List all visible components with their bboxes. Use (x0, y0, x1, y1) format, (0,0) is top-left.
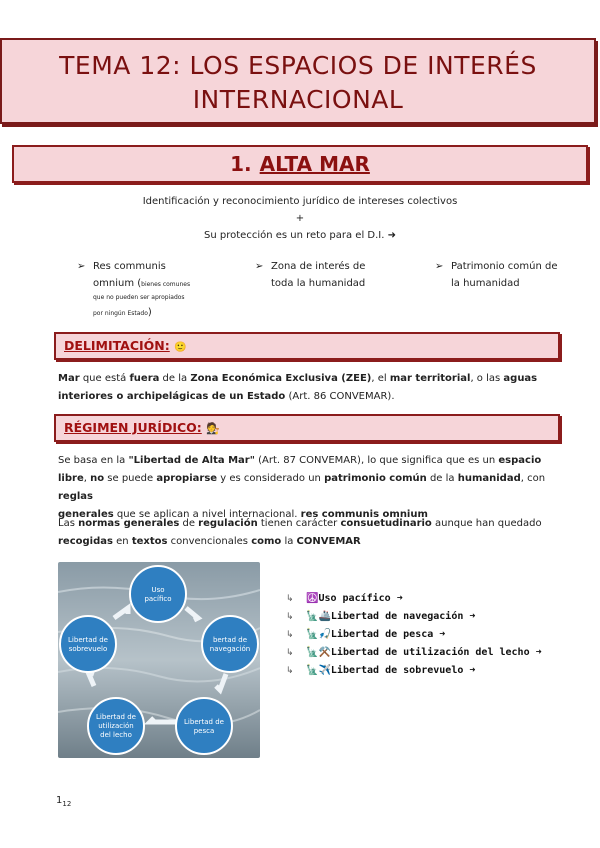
reg-convemar: CONVEMAR (296, 536, 361, 547)
circle-lecho-line-1: Libertad de (96, 713, 136, 721)
bullet-arrow-icon: ➢ (77, 261, 86, 272)
intro-line-1: Identificación y reconocimiento jurídico de intereses colectivos (142, 196, 458, 207)
title-box (0, 38, 596, 124)
list-item-label: Libertad de navegación ➜ (330, 611, 476, 622)
reg-text: , con (520, 473, 546, 484)
freedoms-cycle-diagram (58, 562, 260, 758)
reg-textos: textos (131, 536, 168, 547)
delim-text: que está (79, 373, 130, 384)
reg-text: , (83, 473, 91, 484)
section-label: ALTA MAR (259, 152, 370, 176)
circle-lecho-line-2: utilización (98, 722, 134, 730)
bullet-1-sub: omnium ( (93, 278, 142, 289)
list-item (286, 662, 542, 680)
list-item-label: Libertad de utilización del lecho ➜ (330, 647, 542, 658)
list-item-label: Uso pacífico ➜ (318, 593, 403, 604)
bullet-1-tiny-3: por ningún Estado (93, 310, 148, 317)
reg-libertad-alta-mar: "Libertad de Alta Mar" (128, 455, 255, 466)
return-arrow-icon: ↳ (286, 612, 294, 622)
regimen-paragraph-1 (58, 452, 546, 524)
delim-fuera: fuera (129, 373, 160, 384)
airplane-icon: 🗽✈️ (306, 665, 331, 676)
list-item (286, 590, 542, 608)
reg-text: la (281, 536, 297, 547)
reg-text: Se basa en la (58, 455, 129, 466)
bullet-zona-interes (255, 258, 401, 292)
return-arrow-icon: ↳ (286, 666, 294, 676)
page-number-main: 1 (56, 795, 63, 806)
circle-sobrevuelo-line-1: Libertad de (68, 636, 108, 644)
reg-generales: generales (58, 509, 114, 520)
bullet-patrimonio (435, 258, 581, 292)
reg-patrimonio: patrimonio común (324, 473, 427, 484)
reg-text: de la (426, 473, 458, 484)
regimen-paragraph-2 (58, 515, 546, 551)
circle-navegacion-line-2: navegación (209, 645, 251, 653)
reg-consuetudinario: consuetudinario (340, 518, 432, 529)
circle-sobrevuelo (60, 616, 116, 672)
return-arrow-icon: ↳ (286, 648, 294, 658)
reg-text: tienen carácter (257, 518, 341, 529)
delim-article: (Art. 86 CONVEMAR). (285, 391, 395, 402)
delimitacion-heading (56, 334, 558, 360)
reg-espacio: espacio (498, 455, 542, 466)
circle-uso-pacifico-line-2: pacífico (144, 595, 172, 603)
reg-normas-generales: normas generales (78, 518, 180, 529)
delimitacion-heading-box (54, 332, 560, 360)
smile-icon: 🙂 (174, 342, 187, 353)
bullet-2-line-1: Zona de interés de (271, 261, 366, 272)
freedoms-list (286, 590, 542, 680)
tools-icon: 🗽⚒️ (306, 647, 331, 658)
circle-pesca-line-1: Libertad de (184, 718, 224, 726)
reg-reglas: reglas (58, 491, 93, 502)
delim-interiores: interiores o archipelágicas de un Estado (58, 391, 286, 402)
reg-apropiarse: apropiarse (156, 473, 218, 484)
bullet-res-communis (77, 258, 223, 321)
regimen-heading (56, 416, 558, 441)
reg-res-communis: res communis omnium (300, 509, 428, 520)
list-item (286, 608, 542, 626)
delim-aguas: aguas (503, 373, 538, 384)
circle-uso-pacifico (130, 566, 186, 622)
ship-icon: 🗽🚢 (306, 611, 331, 622)
regimen-heading-box (54, 414, 560, 442)
delimitacion-label: DELIMITACIÓN: (64, 338, 170, 353)
title-line-2: INTERNACIONAL (192, 85, 404, 114)
bullet-1-close: ) (147, 307, 152, 318)
list-item-label: Libertad de pesca ➜ (330, 629, 446, 640)
reg-text: Las (58, 518, 79, 529)
delimitacion-paragraph (58, 370, 546, 406)
reg-como: como (251, 536, 282, 547)
reg-text: de (179, 518, 199, 529)
bullet-arrow-icon: ➢ (435, 261, 444, 272)
peace-icon: ☮️ (306, 593, 319, 604)
reg-recogidas: recogidas (58, 536, 113, 547)
reg-text: (Art. 87 CONVEMAR), lo que significa que es un (254, 455, 499, 466)
bullet-1-tiny-1: bienes comunes (141, 281, 191, 288)
reg-text: que se aplican a nivel internacional. (113, 509, 301, 520)
circle-navegacion-line-1: bertad de (212, 636, 248, 644)
circle-pesca (176, 698, 232, 754)
cycle-diagram-svg (58, 562, 260, 758)
reg-text: y es considerado un (217, 473, 325, 484)
list-item-label: Libertad de sobrevuelo ➜ (330, 665, 476, 676)
list-item (286, 644, 542, 662)
bullet-3-line-2: la humanidad (451, 278, 520, 289)
circle-navegacion (202, 616, 258, 672)
page-title (2, 40, 594, 117)
bullet-2-line-2: toda la humanidad (271, 278, 366, 289)
fishing-icon: 🗽🎣 (306, 629, 331, 640)
list-item (286, 626, 542, 644)
section-number: 1. (230, 152, 252, 176)
circle-lecho (88, 698, 144, 754)
intro-line-3: Su protección es un reto para el D.I. ➜ (204, 230, 396, 241)
reg-libre: libre (58, 473, 84, 484)
section-heading-box (12, 145, 588, 183)
circle-uso-pacifico-line-1: Uso (151, 586, 165, 594)
bullet-1-tiny-2: que no pueden ser apropiados (93, 294, 185, 301)
bullet-1-main: Res communis (93, 261, 166, 272)
page-number-sub: 12 (62, 800, 72, 808)
reg-humanidad: humanidad (457, 473, 521, 484)
reg-regulacion: regulación (198, 518, 258, 529)
delim-zee: Zona Económica Exclusiva (ZEE) (190, 373, 372, 384)
delim-mar: Mar (58, 373, 80, 384)
judge-icon: 🧑‍⚖️ (206, 422, 220, 435)
intro-plus: + (295, 213, 305, 224)
page-number (56, 795, 71, 808)
title-line-1: TEMA 12: LOS ESPACIOS DE INTERÉS (59, 51, 537, 80)
return-arrow-icon: ↳ (286, 630, 294, 640)
circle-pesca-line-2: pesca (193, 727, 215, 735)
reg-text: se puede (104, 473, 157, 484)
return-arrow-icon: ↳ (286, 594, 294, 604)
delim-text: de la (159, 373, 191, 384)
reg-no: no (90, 473, 105, 484)
reg-text: convencionales (167, 536, 252, 547)
reg-text: aunque han quedado (431, 518, 542, 529)
bullet-arrow-icon: ➢ (255, 261, 264, 272)
circle-sobrevuelo-line-2: sobrevuelo (68, 645, 108, 653)
delim-text: , el (371, 373, 390, 384)
section-heading (14, 147, 586, 181)
reg-text: en (112, 536, 132, 547)
regimen-label: RÉGIMEN JURÍDICO: (64, 420, 202, 435)
bullet-3-line-1: Patrimonio común de (451, 261, 558, 272)
delim-text: , o las (470, 373, 504, 384)
delim-mar-territorial: mar territorial (389, 373, 471, 384)
circle-lecho-line-3: del lecho (100, 731, 132, 739)
